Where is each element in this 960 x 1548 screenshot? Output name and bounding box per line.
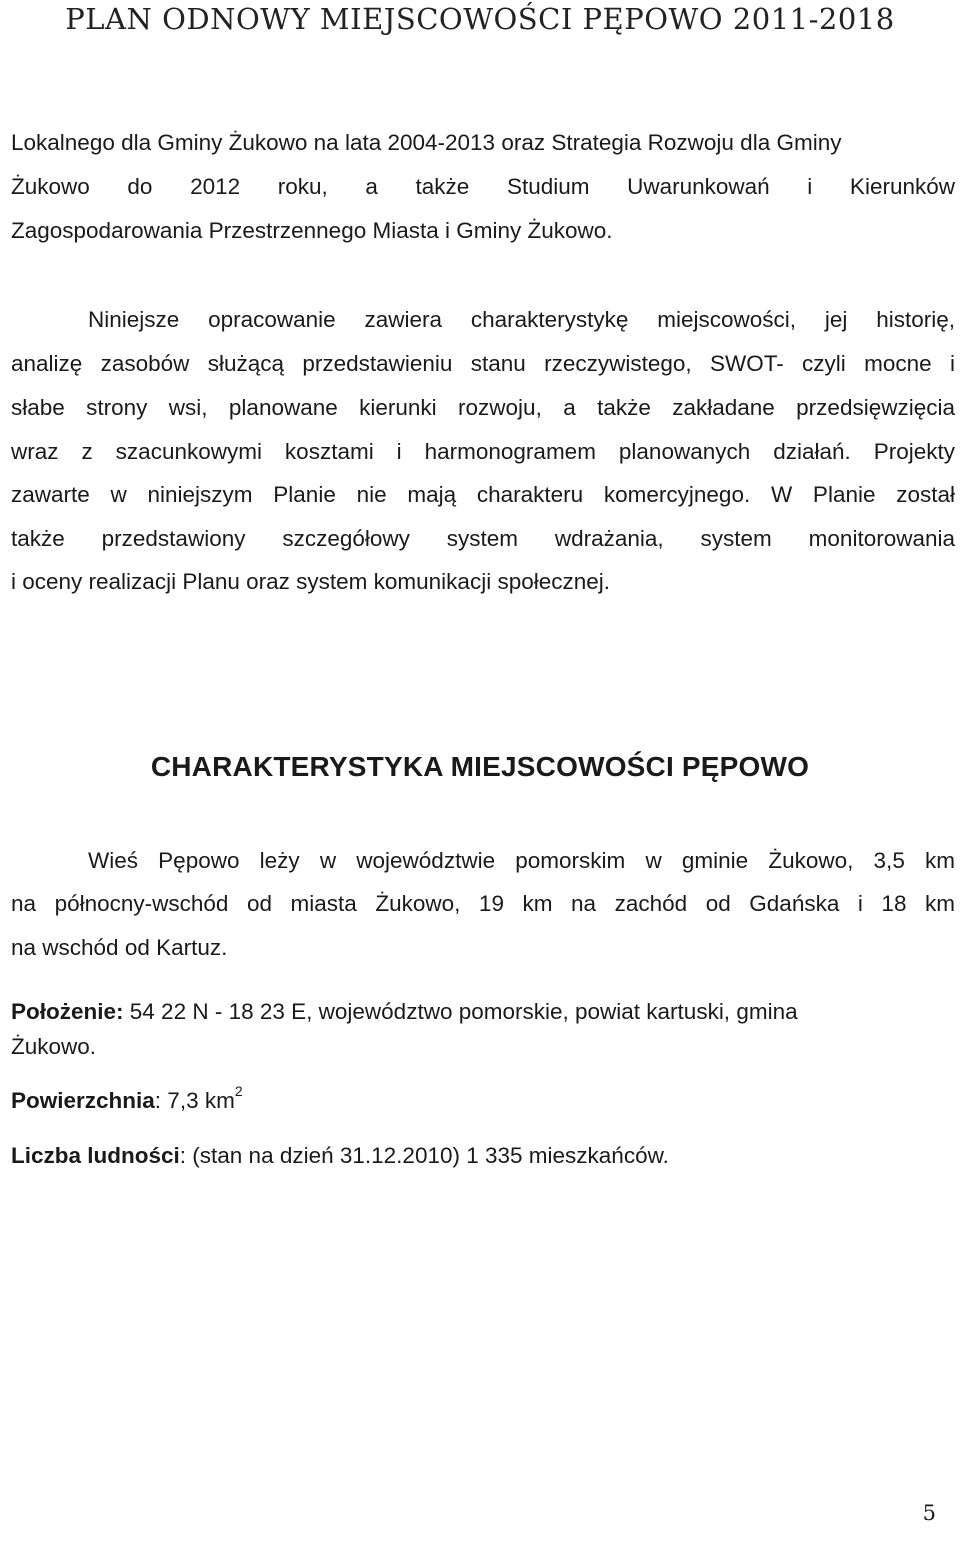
section-intro-line-2: na północny-wschód od miasta Żukowo, 19 km na zachód od Gdańska i 18 km (11, 891, 955, 916)
section-intro-line-3: na wschód od Kartuz. (11, 935, 228, 960)
area-label: Powierzchnia (11, 1088, 155, 1113)
section-intro-line-1: Wieś Pępowo leży w województwie pomorskim w gminie Żukowo, 3,5 km (88, 848, 955, 873)
paragraph-2-line-2: analizę zasobów służącą przedstawieniu stanu rzeczywistego, SWOT- czyli mocne i (11, 351, 955, 376)
population-label: Liczba ludności (11, 1143, 180, 1168)
population-value: : (stan na dzień 31.12.2010) 1 335 mieszkańców. (179, 1143, 669, 1168)
location-line (11, 997, 798, 1027)
paragraph-2-line-1: Niniejsze opracowanie zawiera charakterystykę miejscowości, jej historię, (88, 307, 955, 332)
location-value: 54 22 N - 18 23 E, województwo pomorskie, powiat kartuski, gmina (129, 999, 798, 1024)
section-heading: CHARAKTERYSTYKA MIEJSCOWOŚCI PĘPOWO (150, 751, 810, 782)
page-number: 5 (922, 1501, 936, 1525)
location-line-cont: Żukowo. (11, 1034, 97, 1059)
paragraph-2-line-6: także przedstawiony szczegółowy system wdrażania, system monitorowania (11, 526, 955, 551)
population-line (11, 1141, 669, 1171)
paragraph-1-line-2: Żukowo do 2012 roku, a także Studium Uwarunkowań i Kierunków (11, 174, 955, 199)
paragraph-1-line-3: Zagospodarowania Przestrzennego Miasta i Gminy Żukowo. (11, 218, 613, 243)
paragraph-2-line-7: i oceny realizacji Planu oraz system komunikacji społecznej. (11, 569, 611, 594)
paragraph-2-line-4: wraz z szacunkowymi kosztami i harmonogramem planowanych działań. Projekty (11, 439, 955, 464)
area-value: : 7,3 km (154, 1088, 235, 1113)
area-line (11, 1082, 243, 1116)
paragraph-2-line-3: słabe strony wsi, planowane kierunki rozwoju, a także zakładane przedsięwzięcia (11, 395, 955, 420)
location-label: Położenie: (11, 999, 124, 1024)
running-header-title: PLAN ODNOWY MIEJSCOWOŚCI PĘPOWO 2011-2018 (65, 2, 895, 36)
area-unit-superscript: 2 (234, 1082, 243, 1099)
paragraph-2-line-5: zawarte w niniejszym Planie nie mają charakteru komercyjnego. W Planie został (11, 482, 955, 507)
paragraph-1-line-1: Lokalnego dla Gminy Żukowo na lata 2004-2013 oraz Strategia Rozwoju dla Gminy (11, 130, 842, 155)
